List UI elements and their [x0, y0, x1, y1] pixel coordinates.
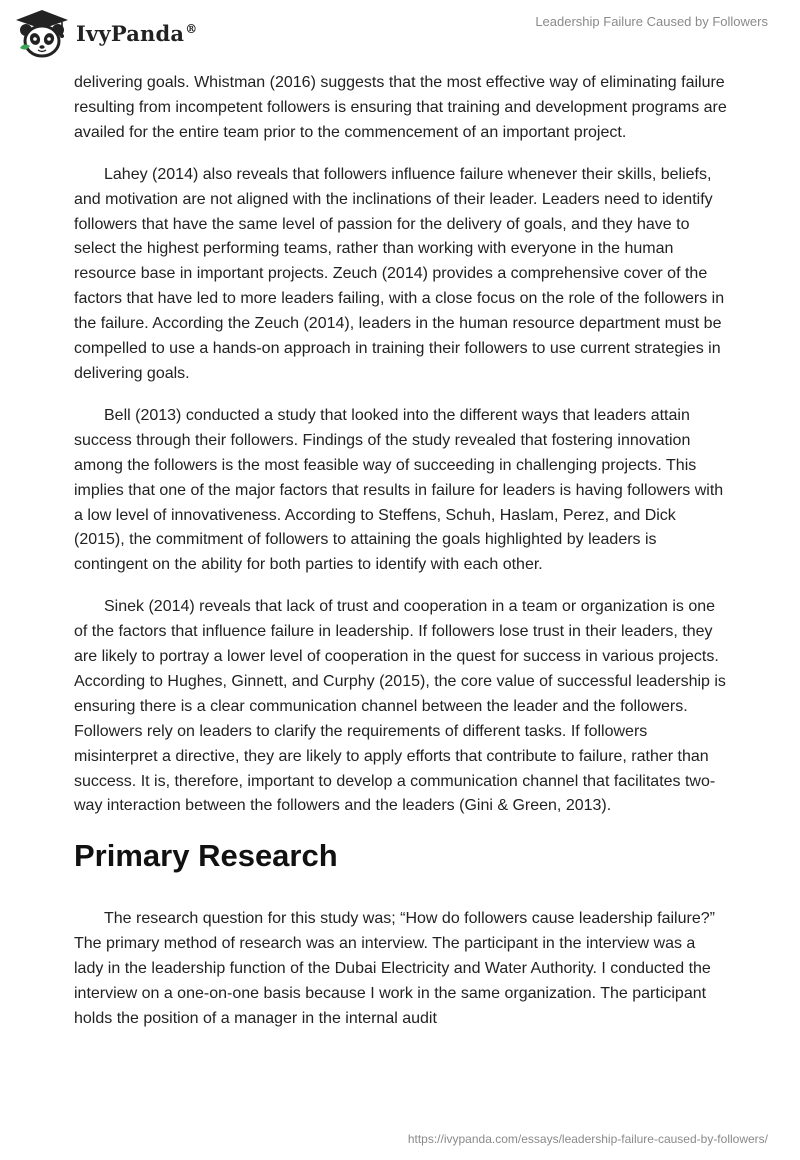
logo-wordmark [76, 21, 197, 46]
paragraph: Bell (2013) conducted a study that looked into the different ways that leaders attain success through their followers. Findings of the study revealed that fostering innovation among the followers is the most feasible way of succeeding in challenging projects. This implies that one of the major factors that results in failure for leaders is having followers with a low level of innovativeness. According to Steffens, Schuh, Haslam, Perez, and Dick (2015), the commitment of followers to attaining the goals highlighted by leaders is contingent on the ability for both parties to identify with each other. [74, 406, 724, 574]
paragraph: delivering goals. Whistman (2016) suggests that the most effective way of eliminating failure resulting from incompetent followers is ensuring that training and development programs are availed for the entire team prior to the commencement of an important project. [74, 74, 727, 141]
panda-logo-icon [14, 8, 70, 58]
source-url[interactable]: https://ivypanda.com/essays/leadership-failure-caused-by-followers/ [407, 1132, 768, 1146]
paragraph: Lahey (2014) also reveals that followers influence failure whenever their skills, beliefs, and motivation are not aligned with the inclinations of their leader. Leaders need to identify followers that have the same level of passion for the delivery of goals, and they have to select the highest performing teams, rather than working with everyone in the human resource base in important projects. Zeuch (2014) provides a comprehensive cover of the factors that have led to more leaders failing, with a close focus on the role of the followers in the failure. According the Zeuch (2014), leaders in the human resource department must be compelled to use a hands-on approach in training their followers to use current strategies in delivering goals. [74, 165, 725, 382]
paragraph: The research question for this study was; “How do followers cause leadership failure?” The primary method of research was an interview. The participant in the interview was a lady in the leadership function of the Dubai Electricity and Water Authority. I conducted the interview on a one-on-one basis because I work in the same organization. The participant holds the position of a manager in the internal audit [74, 910, 715, 1027]
paragraph: Sinek (2014) reveals that lack of trust and cooperation in a team or organization is one of the factors that influence failure in leadership. If followers lose trust in their leaders, they are likely to portray a lower level of cooperation in the quest for success in various projects. According to Hughes, Ginnett, and Curphy (2015), the core value of successful leadership is ensuring there is a clear communication channel between the leader and the followers. Followers rely on leaders to clarify the requirements of different tasks. If followers misinterpret a directive, they are likely to apply efforts that contribute to failure, rather than success. It is, therefore, important to develop a communication channel that facilitates two-way interaction between the followers and the leaders (Gini & Green, 2013). [74, 598, 726, 815]
ivypanda-logo[interactable] [14, 8, 197, 58]
logo-registered-mark: ® [185, 21, 198, 36]
page-header [0, 0, 800, 70]
document-title: Leadership Failure Caused by Followers [535, 14, 768, 29]
logo-text: IvyPanda [76, 20, 185, 46]
section-heading: Primary Research [74, 838, 338, 874]
essay-body [74, 71, 728, 1049]
